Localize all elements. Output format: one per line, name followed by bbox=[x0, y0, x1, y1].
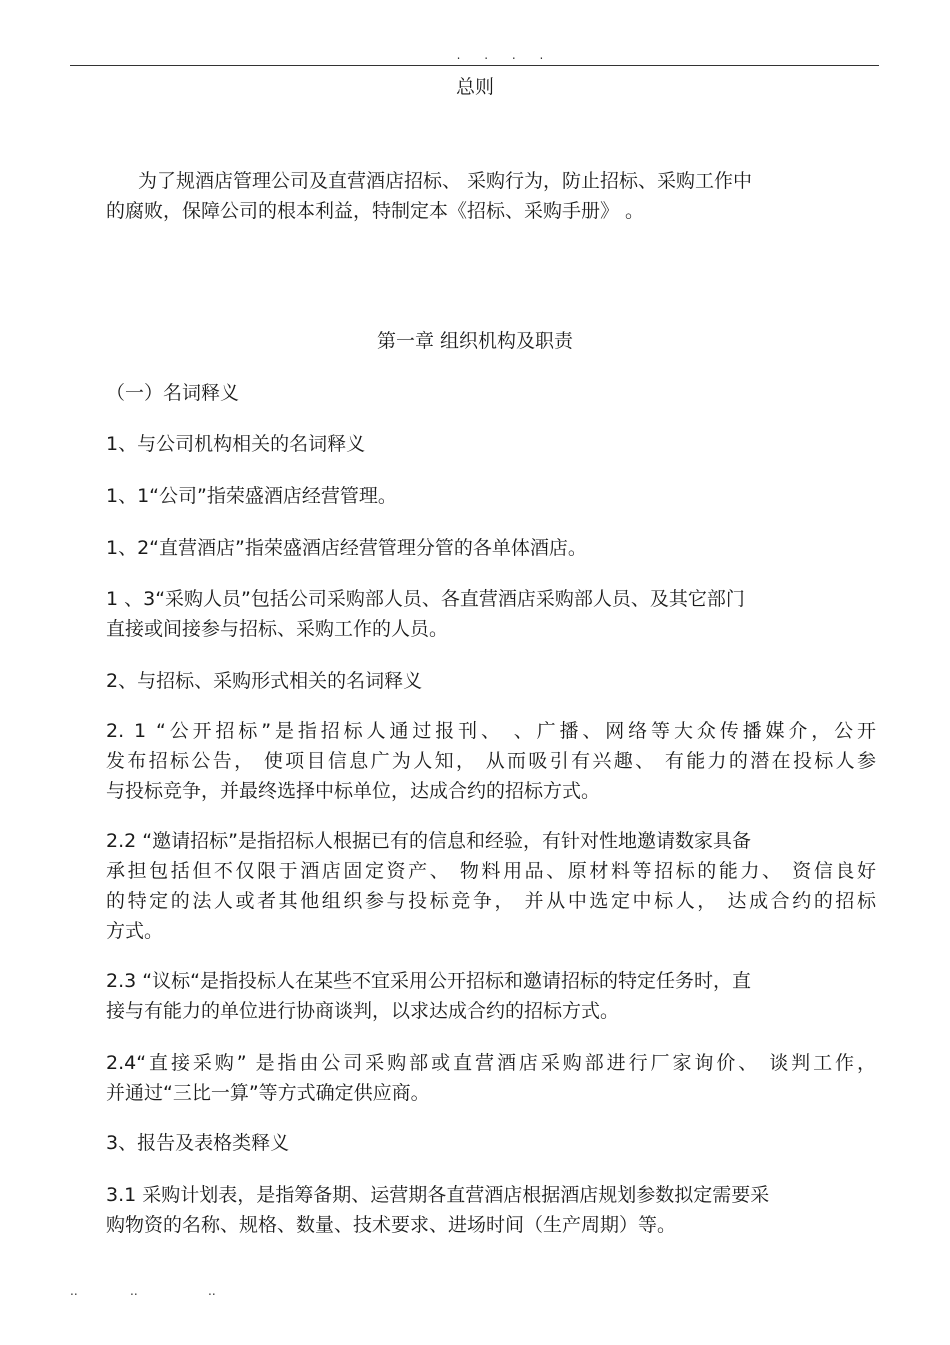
intro-line-2: 的腐败，保障公司的根本利益，特制定本《招标、采购手册》 。 bbox=[106, 200, 645, 222]
item-2-2-line-2: 承担包括但不仅限于酒店固定资产、 物料用品、原材料等招标的能力、 资信良好 bbox=[106, 860, 876, 882]
item-2-3-line-2: 接与有能力的单位进行协商谈判，以求达成合约的招标方式。 bbox=[106, 1000, 620, 1022]
item-3-1-line-2: 购物资的名称、规格、数量、技术要求、进场时间（生产周期）等。 bbox=[106, 1214, 677, 1236]
footer-dots-3: .. bbox=[208, 1284, 216, 1298]
item-1-2: 1、2“直营酒店”指荣盛酒店经营管理分管的各单体酒店。 bbox=[106, 537, 587, 559]
item-2-4-line-2: 并通过“三比一算”等方式确定供应商。 bbox=[106, 1082, 430, 1104]
item-1-1: 1、1“公司”指荣盛酒店经营管理。 bbox=[106, 485, 397, 507]
heading-1: 1、与公司机构相关的名词释义 bbox=[106, 433, 366, 455]
item-2-1-line-1: 2. 1 “公开招标”是指招标人通过报刊、 、广播、网络等大众传播媒介，公开 bbox=[106, 720, 876, 742]
header-rule bbox=[70, 65, 879, 66]
item-2-2-line-3: 的特定的法人或者其他组织参与投标竞争， 并从中选定中标人， 达成合约的招标 bbox=[106, 890, 876, 912]
heading-3: 3、报告及表格类释义 bbox=[106, 1132, 290, 1154]
header-dots: . . . . bbox=[456, 48, 554, 62]
item-2-4-line-1: 2.4“直接采购” 是指由公司采购部或直营酒店采购部进行厂家询价、 谈判工作， bbox=[106, 1052, 876, 1074]
chapter-title: 第一章 组织机构及职责 bbox=[376, 330, 574, 352]
section-heading: （一）名词释义 bbox=[106, 382, 240, 404]
item-2-1-line-2: 发布招标公告， 使项目信息广为人知， 从而吸引有兴趣、 有能力的潜在投标人参 bbox=[106, 750, 876, 772]
footer-dots-1: .. bbox=[70, 1284, 78, 1298]
item-1-3-line-1: 1 、3“采购人员”包括公司采购部人员、各直营酒店采购部人员、及其它部门 bbox=[106, 588, 745, 610]
item-1-3-line-2: 直接或间接参与招标、采购工作的人员。 bbox=[106, 618, 449, 640]
footer-dots-2: .. bbox=[130, 1284, 138, 1298]
heading-2: 2、与招标、采购形式相关的名词释义 bbox=[106, 670, 423, 692]
page-title: 总则 bbox=[455, 76, 494, 98]
item-2-3-line-1: 2.3 “议标“是指投标人在某些不宜采用公开招标和邀请招标的特定任务时，直 bbox=[106, 970, 751, 992]
item-3-1-line-1: 3.1 采购计划表，是指筹备期、运营期各直营酒店根据酒店规划参数拟定需要采 bbox=[106, 1184, 770, 1206]
item-2-2-line-1: 2.2 “邀请招标”是指招标人根据已有的信息和经验，有针对性地邀请数家具备 bbox=[106, 830, 751, 852]
item-2-2-line-4: 方式。 bbox=[106, 920, 164, 942]
item-2-1-line-3: 与投标竞争，并最终选择中标单位，达成合约的招标方式。 bbox=[106, 780, 601, 802]
intro-line-1: 为了规酒店管理公司及直营酒店招标、 采购行为，防止招标、采购工作中 bbox=[138, 170, 753, 192]
